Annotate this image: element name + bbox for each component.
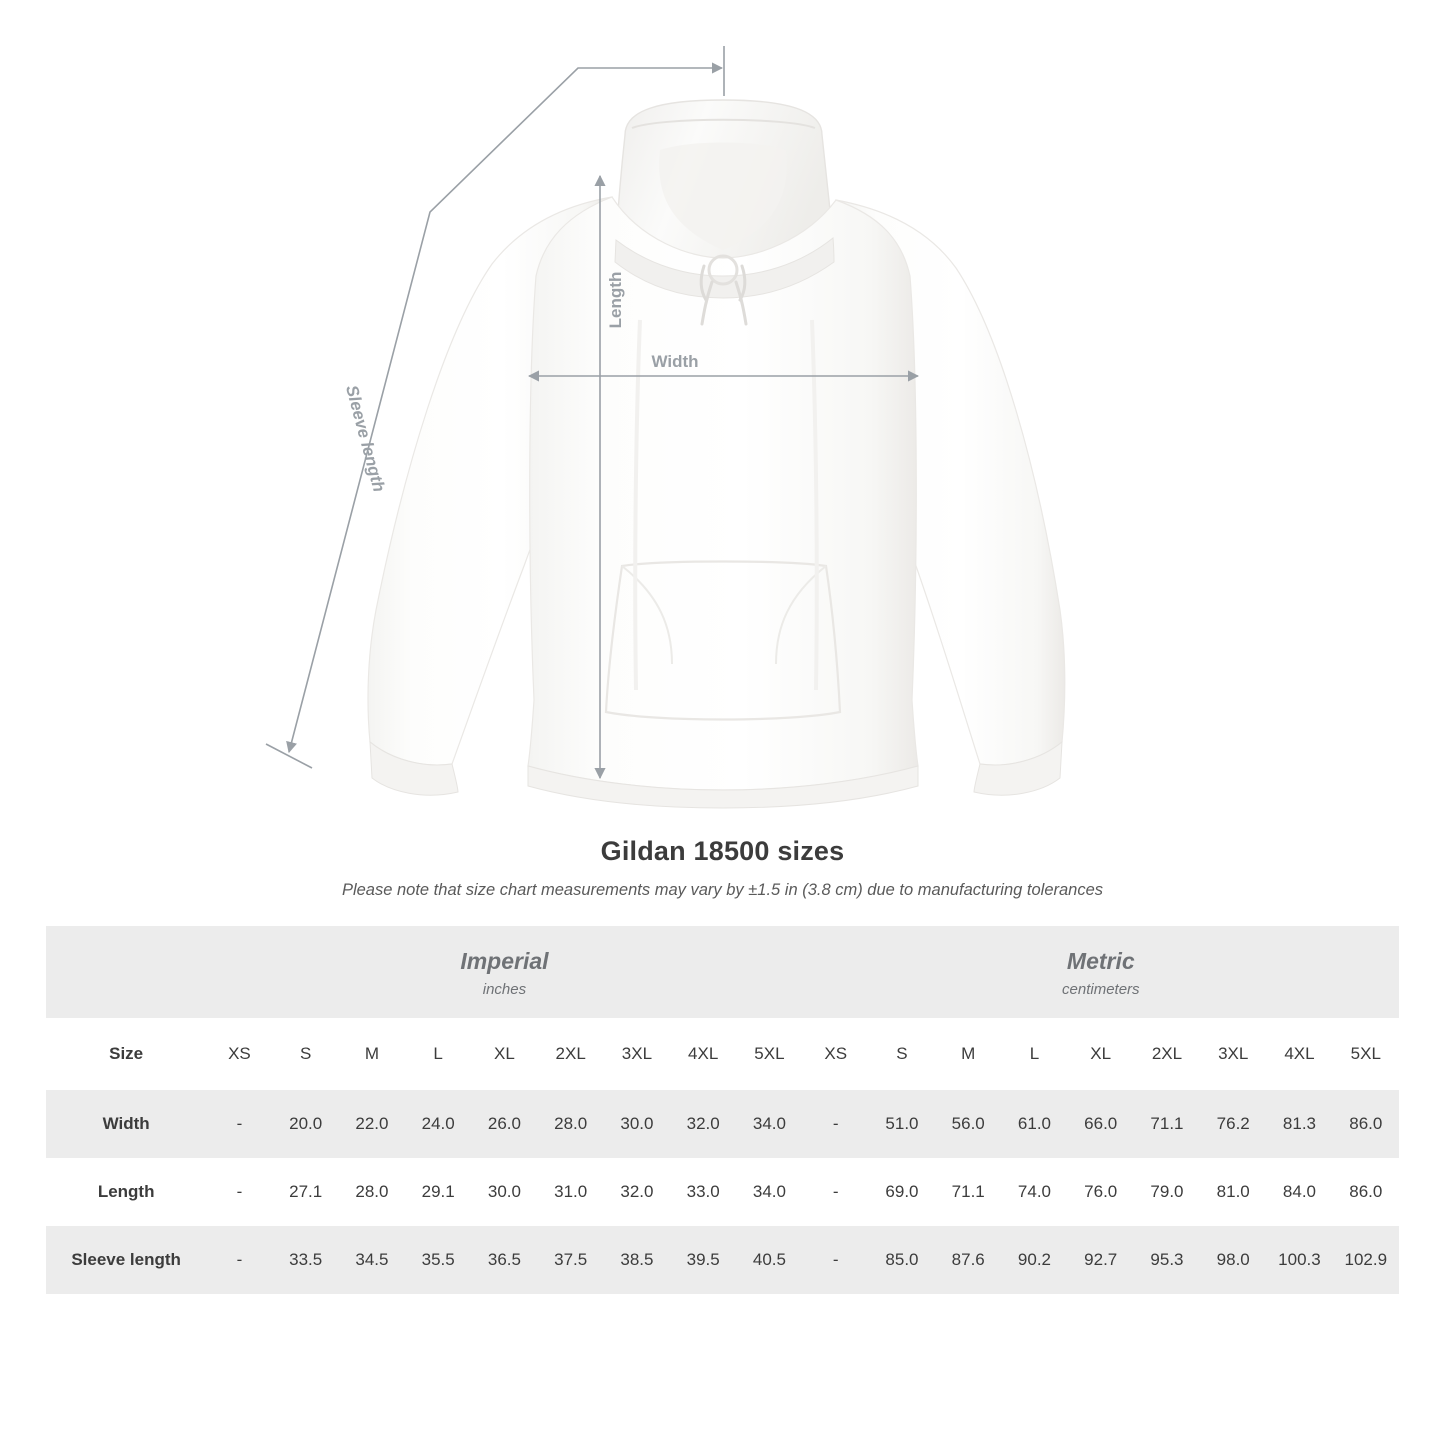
measurement-note: Please note that size chart measurements may vary by ±1.5 in (3.8 cm) due to manufacturing tolerances bbox=[341, 881, 1104, 899]
hoodie-graphic bbox=[368, 100, 1065, 808]
cell-sleeve-metric-m: 87.6 bbox=[935, 1226, 1001, 1294]
row-label-length: Length bbox=[46, 1158, 206, 1226]
cell-length-metric-s: 69.0 bbox=[869, 1158, 935, 1226]
size-header-imperial-3xl: 3XL bbox=[604, 1018, 670, 1090]
unit-name-metric: Metric bbox=[1066, 948, 1135, 974]
row-label-sleeve-length: Sleeve length bbox=[46, 1226, 206, 1294]
table-row bbox=[46, 1090, 1399, 1158]
unit-corner-cell bbox=[46, 926, 206, 1018]
cell-width-metric-3xl: 76.2 bbox=[1200, 1090, 1266, 1158]
size-header-imperial-l: L bbox=[405, 1018, 471, 1090]
cell-sleeve-imperial-xs: - bbox=[206, 1226, 272, 1294]
cell-length-metric-xl: 76.0 bbox=[1068, 1158, 1134, 1226]
size-header-row bbox=[46, 1018, 1399, 1090]
cell-length-imperial-3xl: 32.0 bbox=[604, 1158, 670, 1226]
cell-width-imperial-l: 24.0 bbox=[405, 1090, 471, 1158]
cell-sleeve-metric-s: 85.0 bbox=[869, 1226, 935, 1294]
size-table bbox=[46, 926, 1399, 1294]
cell-width-metric-xs: - bbox=[803, 1090, 869, 1158]
size-header-metric-5xl: 5XL bbox=[1333, 1018, 1399, 1090]
cell-width-metric-2xl: 71.1 bbox=[1134, 1090, 1200, 1158]
cell-length-metric-3xl: 81.0 bbox=[1200, 1158, 1266, 1226]
cell-length-imperial-xs: - bbox=[206, 1158, 272, 1226]
cell-length-metric-5xl: 86.0 bbox=[1333, 1158, 1399, 1226]
unit-header-imperial bbox=[206, 926, 802, 1018]
size-header-metric-4xl: 4XL bbox=[1266, 1018, 1332, 1090]
cell-length-imperial-xl: 30.0 bbox=[471, 1158, 537, 1226]
cell-sleeve-imperial-s: 33.5 bbox=[273, 1226, 339, 1294]
size-header-metric-3xl: 3XL bbox=[1200, 1018, 1266, 1090]
size-header-imperial-5xl: 5XL bbox=[736, 1018, 802, 1090]
cell-length-metric-m: 71.1 bbox=[935, 1158, 1001, 1226]
cell-sleeve-imperial-4xl: 39.5 bbox=[670, 1226, 736, 1294]
size-header-metric-m: M bbox=[935, 1018, 1001, 1090]
cell-width-metric-m: 56.0 bbox=[935, 1090, 1001, 1158]
size-header-metric-xl: XL bbox=[1068, 1018, 1134, 1090]
cell-sleeve-imperial-xl: 36.5 bbox=[471, 1226, 537, 1294]
cell-sleeve-imperial-2xl: 37.5 bbox=[538, 1226, 604, 1294]
cell-sleeve-metric-3xl: 98.0 bbox=[1200, 1226, 1266, 1294]
size-header-imperial-4xl: 4XL bbox=[670, 1018, 736, 1090]
cell-width-metric-xl: 66.0 bbox=[1068, 1090, 1134, 1158]
cell-width-imperial-xl: 26.0 bbox=[471, 1090, 537, 1158]
size-header-imperial-2xl: 2XL bbox=[538, 1018, 604, 1090]
length-label: Length bbox=[606, 271, 625, 329]
cell-width-metric-s: 51.0 bbox=[869, 1090, 935, 1158]
cell-width-imperial-5xl: 34.0 bbox=[736, 1090, 802, 1158]
size-header-metric-l: L bbox=[1001, 1018, 1067, 1090]
size-header-metric-s: S bbox=[869, 1018, 935, 1090]
cell-length-imperial-5xl: 34.0 bbox=[736, 1158, 802, 1226]
table-row bbox=[46, 1226, 1399, 1294]
cell-width-metric-l: 61.0 bbox=[1001, 1090, 1067, 1158]
cell-sleeve-metric-l: 90.2 bbox=[1001, 1226, 1067, 1294]
size-header-imperial-s: S bbox=[273, 1018, 339, 1090]
unit-header-metric bbox=[803, 926, 1399, 1018]
size-header-imperial-m: M bbox=[339, 1018, 405, 1090]
size-corner-label: Size bbox=[46, 1018, 206, 1090]
cell-sleeve-metric-2xl: 95.3 bbox=[1134, 1226, 1200, 1294]
cell-length-imperial-2xl: 31.0 bbox=[538, 1158, 604, 1226]
cell-length-imperial-s: 27.1 bbox=[273, 1158, 339, 1226]
cell-sleeve-imperial-5xl: 40.5 bbox=[736, 1226, 802, 1294]
page-title: Gildan 18500 sizes bbox=[600, 836, 845, 866]
cell-length-imperial-4xl: 33.0 bbox=[670, 1158, 736, 1226]
cell-sleeve-imperial-3xl: 38.5 bbox=[604, 1226, 670, 1294]
cell-sleeve-metric-xl: 92.7 bbox=[1068, 1226, 1134, 1294]
cell-width-imperial-m: 22.0 bbox=[339, 1090, 405, 1158]
unit-header-row bbox=[46, 926, 1399, 1018]
cell-width-imperial-4xl: 32.0 bbox=[670, 1090, 736, 1158]
unit-name-imperial: Imperial bbox=[460, 948, 549, 974]
cell-sleeve-metric-4xl: 100.3 bbox=[1266, 1226, 1332, 1294]
table-row bbox=[46, 1158, 1399, 1226]
cell-width-imperial-3xl: 30.0 bbox=[604, 1090, 670, 1158]
unit-sub-metric: centimeters bbox=[1062, 981, 1140, 998]
size-header-imperial-xs: XS bbox=[206, 1018, 272, 1090]
size-header-metric-xs: XS bbox=[803, 1018, 869, 1090]
size-header-metric-2xl: 2XL bbox=[1134, 1018, 1200, 1090]
cell-length-metric-2xl: 79.0 bbox=[1134, 1158, 1200, 1226]
cell-length-metric-4xl: 84.0 bbox=[1266, 1158, 1332, 1226]
cell-width-metric-4xl: 81.3 bbox=[1266, 1090, 1332, 1158]
cell-width-metric-5xl: 86.0 bbox=[1333, 1090, 1399, 1158]
size-table-wrapper bbox=[46, 926, 1399, 1294]
unit-sub-imperial: inches bbox=[482, 981, 527, 998]
cell-sleeve-metric-xs: - bbox=[803, 1226, 869, 1294]
cell-width-imperial-2xl: 28.0 bbox=[538, 1090, 604, 1158]
cell-length-imperial-m: 28.0 bbox=[339, 1158, 405, 1226]
cell-length-imperial-l: 29.1 bbox=[405, 1158, 471, 1226]
cell-sleeve-imperial-l: 35.5 bbox=[405, 1226, 471, 1294]
cell-width-imperial-s: 20.0 bbox=[273, 1090, 339, 1158]
width-label: Width bbox=[651, 352, 699, 371]
cell-length-metric-l: 74.0 bbox=[1001, 1158, 1067, 1226]
sleeve-length-label: Sleeve length bbox=[341, 383, 389, 494]
cell-sleeve-metric-5xl: 102.9 bbox=[1333, 1226, 1399, 1294]
cell-length-metric-xs: - bbox=[803, 1158, 869, 1226]
row-label-width: Width bbox=[46, 1090, 206, 1158]
cell-sleeve-imperial-m: 34.5 bbox=[339, 1226, 405, 1294]
size-header-imperial-xl: XL bbox=[471, 1018, 537, 1090]
title-block bbox=[0, 836, 1445, 900]
cell-width-imperial-xs: - bbox=[206, 1090, 272, 1158]
